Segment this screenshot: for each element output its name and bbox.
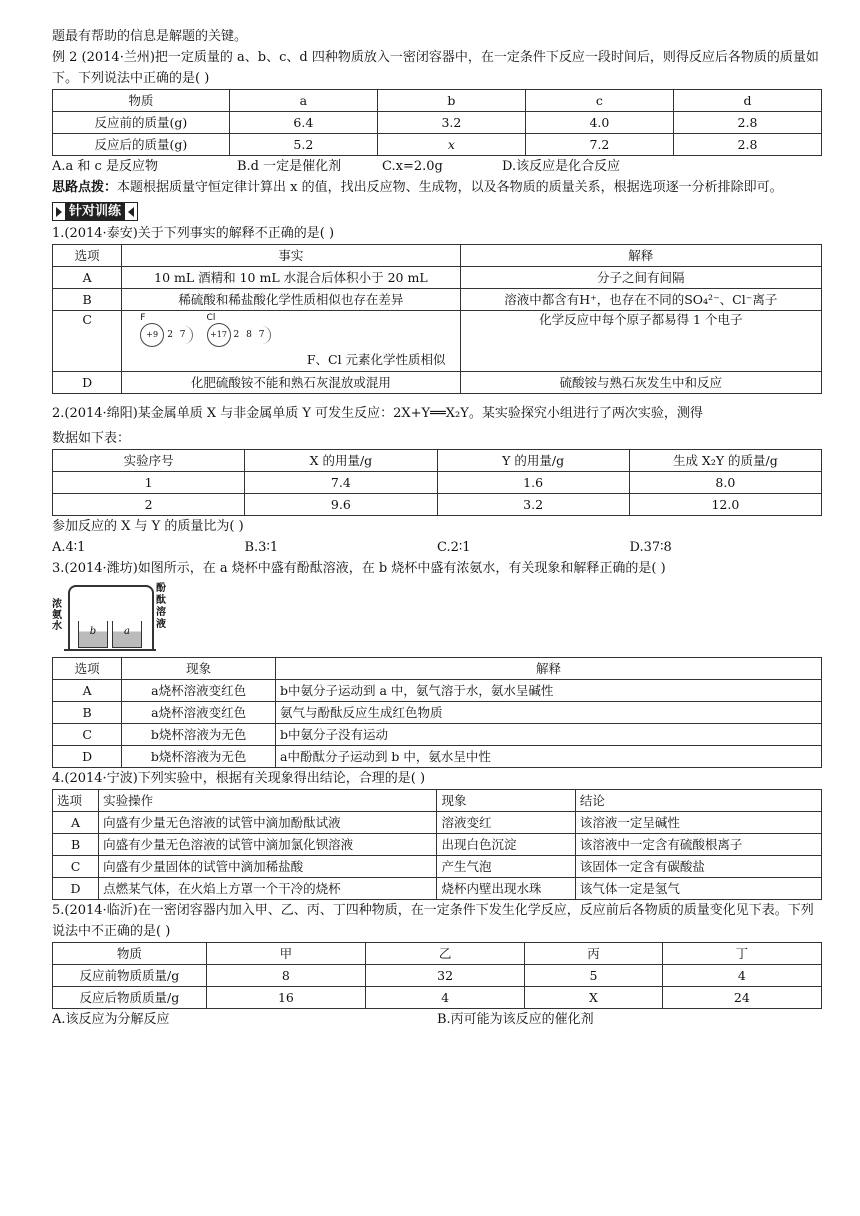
table-cell: 该溶液一定呈碱性: [575, 812, 821, 834]
q3-stem: 3.(2014·潍坊)如图所示，在 a 烧杯中盛有酚酞溶液，在 b 烧杯中盛有浓氨水，有关现象和解释正确的是( ): [52, 561, 666, 576]
header-cell: 现象: [437, 790, 575, 812]
table-cell: 硫酸铵与熟石灰发生中和反应: [460, 372, 821, 394]
table-header-row: [53, 790, 822, 812]
intro-line: 题最有帮助的信息是解题的关键。: [52, 29, 248, 44]
header-cell: 选项: [53, 245, 122, 267]
q5-stem: 5.(2014·临沂)在一密闭容器内加入甲、乙、丙、丁四种物质，在一定条件下发生化学反应，反应前后各物质的质量变化见下表。下列说法中不正确的是( ): [52, 903, 814, 939]
table-row: [53, 812, 822, 834]
table-cell: 9.6: [245, 494, 437, 516]
table-cell: D: [53, 746, 122, 768]
q2-table: [52, 449, 822, 516]
table-cell: 烧杯内壁出现水珠: [437, 878, 575, 900]
table-cell: A: [53, 812, 99, 834]
header-cell: X 的用量/g: [245, 450, 437, 472]
table-cell: 1: [53, 472, 245, 494]
table-row: [53, 856, 822, 878]
example2-stem: 例 2 (2014·兰州)把一定质量的 a、b、c、d 四种物质放入一密闭容器中，在一定条件下反应一段时间后，则得反应后各物质的质量如下。下列说法中正确的是( ): [52, 50, 819, 86]
atom-diagrams: [126, 311, 455, 347]
table-cell: 32: [366, 965, 525, 987]
hint-text: 本题根据质量守恒定律计算出 x 的值，找出反应物、生成物，以及各物质的质量关系，根据选项逐一分析排除即可。: [117, 180, 783, 195]
option-d: D.该反应是化合反应: [502, 159, 621, 174]
q2-stem-line1: 2.(2014·绵阳)某金属单质 X 与非金属单质 Y 可发生反应：2X+Y══X₂Y。某实验探究小组进行了两次实验，测得: [52, 406, 703, 421]
table-cell: 分子之间有间隔: [460, 267, 821, 289]
option-b: B.d 一定是催化剂: [237, 159, 342, 174]
table-cell: 2.8: [673, 134, 821, 156]
q3-figure: [52, 583, 182, 655]
table-cell: 溶液变红: [437, 812, 575, 834]
table-cell: C: [53, 724, 122, 746]
atom-symbol: F: [140, 313, 146, 323]
table-row: [53, 289, 822, 311]
option-c: C.x=2.0g: [382, 159, 443, 174]
table-cell: 该溶液中一定含有硫酸根离子: [575, 834, 821, 856]
table-cell: a中酚酞分子运动到 b 中，氨水呈中性: [276, 746, 822, 768]
q4-table: [52, 789, 822, 900]
header-cell: 解释: [276, 658, 822, 680]
table-cell: B: [53, 289, 122, 311]
table-cell: 16: [206, 987, 365, 1009]
q1-table: [52, 244, 822, 394]
table-cell: 稀硫酸和稀盐酸化学性质相似也存在差异: [122, 289, 460, 311]
table-row: [53, 267, 822, 289]
electron-shells: 2 7: [167, 326, 192, 344]
table-cell: 向盛有少量无色溶液的试管中滴加氯化钡溶液: [99, 834, 437, 856]
table-cell: 2: [53, 494, 245, 516]
header-cell: 选项: [53, 790, 99, 812]
header-cell: 乙: [366, 943, 525, 965]
header-cell: 丙: [525, 943, 663, 965]
table-cell: A: [53, 680, 122, 702]
table-cell: B: [53, 702, 122, 724]
table-cell: 向盛有少量固体的试管中滴加稀盐酸: [99, 856, 437, 878]
table-cell: 向盛有少量无色溶液的试管中滴加酚酞试液: [99, 812, 437, 834]
table-cell: 氨气与酚酞反应生成红色物质: [276, 702, 822, 724]
section-badge-label: 针对训练: [65, 203, 125, 220]
table-header-row: [53, 90, 822, 112]
document-page: [52, 26, 822, 1030]
triangle-left-icon: [128, 207, 134, 217]
option-d: D.37∶8: [629, 540, 672, 555]
triangle-right-icon: [56, 207, 62, 217]
table-cell: 12.0: [629, 494, 821, 516]
table-row: [53, 834, 822, 856]
fluorine-atom-diagram: [140, 313, 192, 347]
table-cell: D: [53, 372, 122, 394]
q1-stem: 1.(2014·泰安)关于下列事实的解释不正确的是( ): [52, 226, 335, 241]
table-cell: 该固体一定含有碳酸盐: [575, 856, 821, 878]
right-label: 酚酞溶液: [156, 583, 166, 630]
table-header-row: [53, 450, 822, 472]
table-header-row: [53, 943, 822, 965]
example2-table: [52, 89, 822, 156]
table-cell: 7.2: [525, 134, 673, 156]
header-cell: 选项: [53, 658, 122, 680]
table-cell: 4: [662, 965, 821, 987]
table-cell: 化学反应中每个原子都易得 1 个电子: [460, 311, 821, 372]
header-cell: c: [525, 90, 673, 112]
table-cell: 化肥硫酸铵不能和熟石灰混放或混用: [122, 372, 460, 394]
table-cell: 4: [366, 987, 525, 1009]
header-cell: 实验操作: [99, 790, 437, 812]
table-header-row: [53, 245, 822, 267]
option-a: A.a 和 c 是反应物: [52, 159, 158, 174]
table-cell: D: [53, 878, 99, 900]
atom-caption: F、Cl 元素化学性质相似: [306, 352, 446, 367]
table-cell: B: [53, 834, 99, 856]
atom-symbol: Cl: [206, 313, 216, 323]
example2-options: [52, 156, 822, 177]
option-a: A.该反应为分解反应: [52, 1012, 170, 1027]
table-cell: b中氨分子运动到 a 中，氨气溶于水，氨水呈碱性: [276, 680, 822, 702]
table-row: [53, 134, 822, 156]
table-cell: [122, 311, 460, 372]
header-cell: 解释: [460, 245, 821, 267]
table-cell: X: [525, 987, 663, 1009]
q5-table: [52, 942, 822, 1009]
table-row: [53, 311, 822, 372]
q2-stem-line2: 数据如下表：: [52, 431, 131, 446]
table-cell: 8: [206, 965, 365, 987]
table-cell: A: [53, 267, 122, 289]
table-cell: a烧杯溶液变红色: [122, 702, 276, 724]
table-cell: 3.2: [437, 494, 629, 516]
table-cell: b烧杯溶液为无色: [122, 724, 276, 746]
header-cell: b: [377, 90, 525, 112]
electron-shells: 2 8 7: [234, 326, 272, 344]
table-cell: 2.8: [673, 112, 821, 134]
table-cell: 反应后的质量(g): [53, 134, 230, 156]
header-cell: 事实: [122, 245, 460, 267]
q5-options: [52, 1009, 822, 1030]
header-cell: 物质: [53, 90, 230, 112]
table-cell: b烧杯溶液为无色: [122, 746, 276, 768]
q2-question: 参加反应的 X 与 Y 的质量比为( ): [52, 519, 244, 534]
table-row: [53, 702, 822, 724]
q4-stem: 4.(2014·宁波)下列实验中，根据有关现象得出结论，合理的是( ): [52, 771, 426, 786]
table-cell: 反应前的质量(g): [53, 112, 230, 134]
header-cell: 结论: [575, 790, 821, 812]
table-cell: 1.6: [437, 472, 629, 494]
header-cell: 实验序号: [53, 450, 245, 472]
table-row: [53, 112, 822, 134]
table-cell: 3.2: [377, 112, 525, 134]
q2-options: [52, 537, 822, 558]
header-cell: Y 的用量/g: [437, 450, 629, 472]
table-row: [53, 494, 822, 516]
hint-paragraph: [52, 177, 822, 198]
table-cell: 8.0: [629, 472, 821, 494]
chlorine-atom-diagram: [207, 313, 272, 347]
table-row: [53, 746, 822, 768]
hint-label: 思路点拨：: [52, 180, 118, 195]
table-cell: x: [377, 134, 525, 156]
table-row: [53, 724, 822, 746]
header-cell: 生成 X₂Y 的质量/g: [629, 450, 821, 472]
table-row: [53, 987, 822, 1009]
header-cell: 现象: [122, 658, 276, 680]
table-cell: 出现白色沉淀: [437, 834, 575, 856]
option-b: B.丙可能为该反应的催化剂: [437, 1012, 594, 1027]
base-plate: [64, 649, 156, 651]
table-row: [53, 680, 822, 702]
nucleus-circle: +9: [140, 323, 164, 347]
header-cell: a: [229, 90, 377, 112]
header-cell: 丁: [662, 943, 821, 965]
table-row: [53, 878, 822, 900]
table-cell: 产生气泡: [437, 856, 575, 878]
table-cell: 反应前物质质量/g: [53, 965, 207, 987]
q3-table: [52, 657, 822, 768]
table-row: [53, 372, 822, 394]
table-cell: 反应后物质质量/g: [53, 987, 207, 1009]
table-cell: C: [53, 856, 99, 878]
table-row: [53, 965, 822, 987]
table-cell: 7.4: [245, 472, 437, 494]
option-b: B.3∶1: [244, 540, 279, 555]
table-cell: a烧杯溶液变红色: [122, 680, 276, 702]
table-cell: 4.0: [525, 112, 673, 134]
table-cell: 溶液中都含有H⁺，也存在不同的SO₄²⁻、Cl⁻离子: [460, 289, 821, 311]
option-a: A.4∶1: [52, 540, 86, 555]
table-cell: C: [53, 311, 122, 372]
table-row: [53, 472, 822, 494]
header-cell: 物质: [53, 943, 207, 965]
table-cell: 5: [525, 965, 663, 987]
table-header-row: [53, 658, 822, 680]
table-cell: 6.4: [229, 112, 377, 134]
beaker-a: a: [112, 621, 142, 648]
header-cell: 甲: [206, 943, 365, 965]
left-label: 浓氨水: [52, 599, 62, 632]
table-cell: 24: [662, 987, 821, 1009]
beaker-b: b: [78, 621, 108, 648]
table-cell: 该气体一定是氢气: [575, 878, 821, 900]
table-cell: b中氨分子没有运动: [276, 724, 822, 746]
header-cell: d: [673, 90, 821, 112]
section-badge: [52, 202, 138, 221]
nucleus-circle: +17: [207, 323, 231, 347]
option-c: C.2∶1: [437, 540, 471, 555]
table-cell: 5.2: [229, 134, 377, 156]
table-cell: 10 mL 酒精和 10 mL 水混合后体积小于 20 mL: [122, 267, 460, 289]
table-cell: 点燃某气体，在火焰上方罩一个干冷的烧杯: [99, 878, 437, 900]
